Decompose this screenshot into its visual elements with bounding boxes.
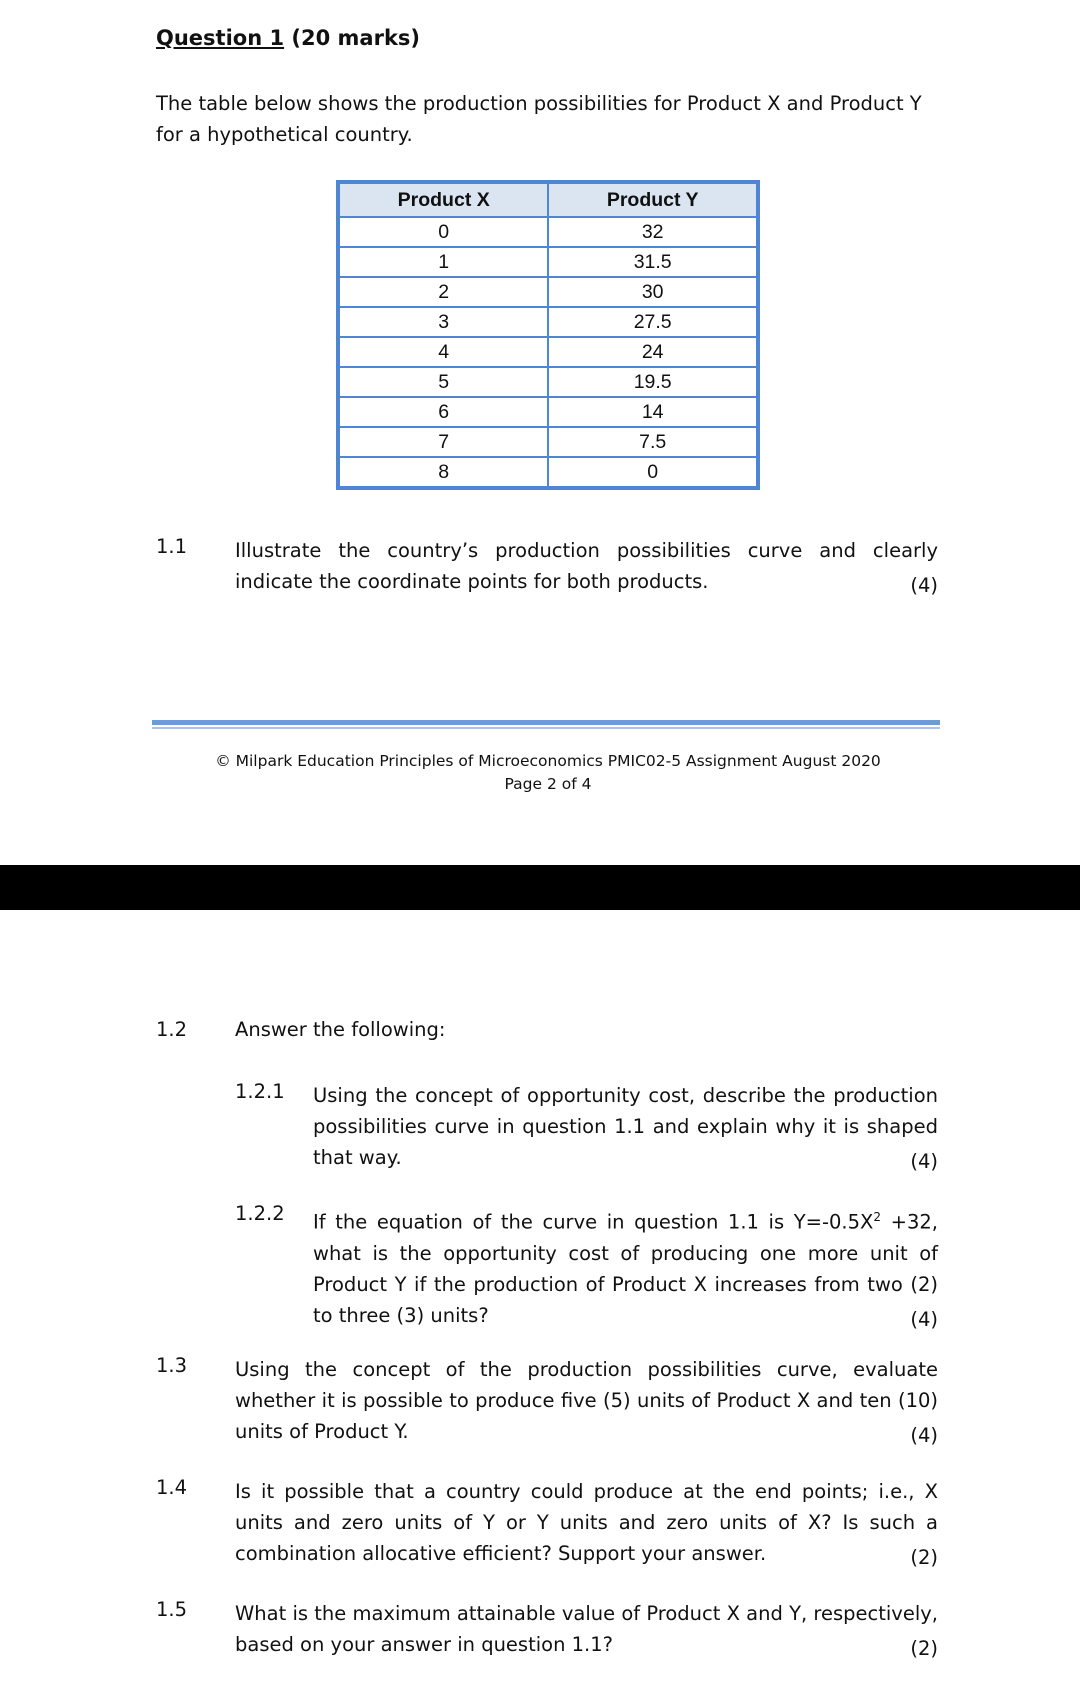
cell-x: 8 (338, 457, 548, 488)
q1-2-2-text (313, 1202, 938, 1331)
q1-1-marks: (4) (910, 574, 938, 597)
table-row (338, 427, 758, 457)
table-row (338, 247, 758, 277)
q1-3-text: Using the concept of the production possibilities curve, evaluate whether it is possible to produce five (5) units of Product X and ten (10) units of Product Y. (235, 1358, 938, 1443)
cell-y: 24 (548, 337, 758, 367)
q1-5-number: 1.5 (156, 1598, 188, 1621)
cell-y: 14 (548, 397, 758, 427)
q1-2-1-text: Using the concept of opportunity cost, describe the production possibilities curve in question 1.1 and explain why it is shaped that way. (313, 1084, 938, 1169)
footer-rule-thin (152, 727, 940, 729)
table-row (338, 307, 758, 337)
cell-x: 0 (338, 217, 548, 247)
question-label: Question 1 (156, 26, 285, 50)
q1-2-1-marks: (4) (910, 1150, 938, 1173)
q1-2-text: Answer the following: (235, 1018, 446, 1041)
footer-rule (152, 720, 940, 725)
question-title (156, 26, 420, 50)
cell-x: 4 (338, 337, 548, 367)
q1-4-marks: (2) (910, 1546, 938, 1569)
q1-4-block (235, 1476, 938, 1569)
q1-5-block (235, 1598, 938, 1660)
cell-x: 6 (338, 397, 548, 427)
footer-page-number: Page 2 of 4 (504, 775, 592, 793)
q1-5-text: What is the maximum attainable value of Product X and Y, respectively, based on your answer in question 1.1? (235, 1602, 938, 1656)
cell-x: 2 (338, 277, 548, 307)
q1-2-1-number: 1.2.1 (235, 1080, 285, 1103)
equation-exponent: 2 (873, 1210, 882, 1224)
production-table (336, 180, 760, 490)
q1-1-block (235, 535, 938, 597)
cell-x: 7 (338, 427, 548, 457)
cell-y: 7.5 (548, 427, 758, 457)
intro-paragraph: The table below shows the production possibilities for Product X and Product Y for a hypothetical country. (156, 92, 922, 146)
table-row (338, 397, 758, 427)
q1-4-text: Is it possible that a country could produce at the end points; i.e., X units and zero units of Y or Y units and zero units of X? Is such a combination allocative efficient? Support your answer. (235, 1480, 938, 1565)
equation-text: If the equation of the curve in question 1.1 is Y=-0.5X (313, 1210, 874, 1234)
q1-4-number: 1.4 (156, 1476, 188, 1499)
q1-3-marks: (4) (910, 1424, 938, 1447)
page-divider (0, 865, 1080, 910)
table-row (338, 217, 758, 247)
table-header-row (338, 182, 758, 217)
footer-copyright: © Milpark Education Principles of Microeconomics PMIC02-5 Assignment August 2020 (215, 752, 881, 770)
table-row (338, 277, 758, 307)
header-product-y: Product Y (548, 182, 758, 217)
q1-2-number: 1.2 (156, 1018, 188, 1041)
q1-1-text: Illustrate the country’s production possibilities curve and clearly indicate the coordinate points for both products. (235, 539, 938, 593)
question-text-rest: +32, what is the opportunity cost of producing one more unit of Product Y if the production of Product X increases from two (2) to three (3) units? (313, 1210, 938, 1327)
q1-5-marks: (2) (910, 1637, 938, 1660)
cell-x: 3 (338, 307, 548, 337)
question-marks: (20 marks) (291, 26, 421, 50)
cell-x: 5 (338, 367, 548, 397)
cell-y: 19.5 (548, 367, 758, 397)
q1-2-2-number: 1.2.2 (235, 1202, 285, 1225)
q1-2-1-block (313, 1080, 938, 1173)
q1-2-2-marks: (4) (910, 1307, 938, 1331)
header-product-x: Product X (338, 182, 548, 217)
table-row (338, 337, 758, 367)
cell-y: 27.5 (548, 307, 758, 337)
q1-3-block (235, 1354, 938, 1447)
table-row (338, 367, 758, 397)
q1-2-2-block (313, 1202, 938, 1331)
cell-y: 0 (548, 457, 758, 488)
cell-y: 31.5 (548, 247, 758, 277)
q1-3-number: 1.3 (156, 1354, 188, 1377)
table-row (338, 457, 758, 488)
cell-y: 32 (548, 217, 758, 247)
q1-1-number: 1.1 (156, 535, 188, 558)
cell-y: 30 (548, 277, 758, 307)
cell-x: 1 (338, 247, 548, 277)
